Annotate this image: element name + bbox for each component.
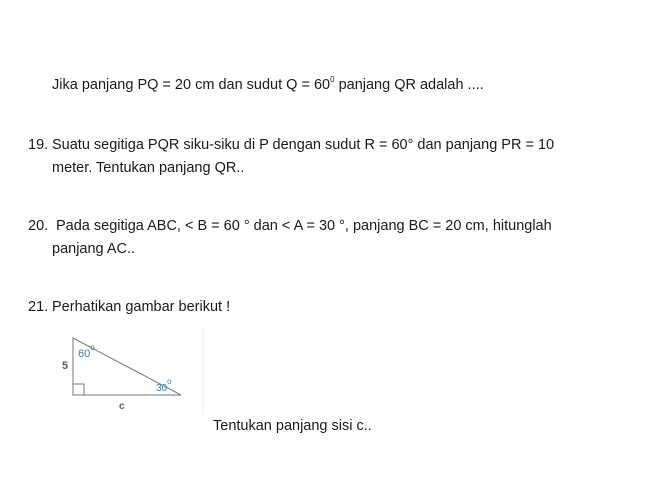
triangle-figure [56,326,206,416]
degree-superscript: 0 [330,75,335,84]
question-20-number: 20. [28,218,49,234]
question-21-number: 21. [28,299,49,315]
question-20-line1: Pada segitiga ABC, < B = 60 ° dan < A = 30 °, panjang BC = 20 cm, hitunglah [56,218,552,234]
q18-suffix: panjang QR adalah .... [334,77,484,93]
question-19-line2: meter. Tentukan panjang QR.. [52,160,245,176]
right-triangle [56,326,206,416]
question-18-text [52,76,484,94]
angle-right-value: 30 [156,383,168,394]
angle-right-unit: o [167,377,172,386]
question-21-text: Perhatikan gambar berikut ! [52,299,231,315]
question-20-line2: panjang AC.. [52,241,136,257]
question-19-line1: Suatu segitiga PQR siku-siku di P dengan sudut R = 60° dan panjang PR = 10 [52,137,555,153]
side-label-left: 5 [62,360,69,372]
question-19-number: 19. [28,137,49,153]
angle-top-unit: o [90,343,95,352]
side-label-bottom: c [119,401,125,412]
angle-label-top [78,343,95,360]
angle-label-right [156,377,172,394]
question-21-prompt: Tentukan panjang sisi c.. [213,418,372,434]
q18-prefix: Jika panjang PQ = 20 cm dan sudut Q = 60 [52,77,331,93]
angle-top-value: 60 [78,348,91,360]
